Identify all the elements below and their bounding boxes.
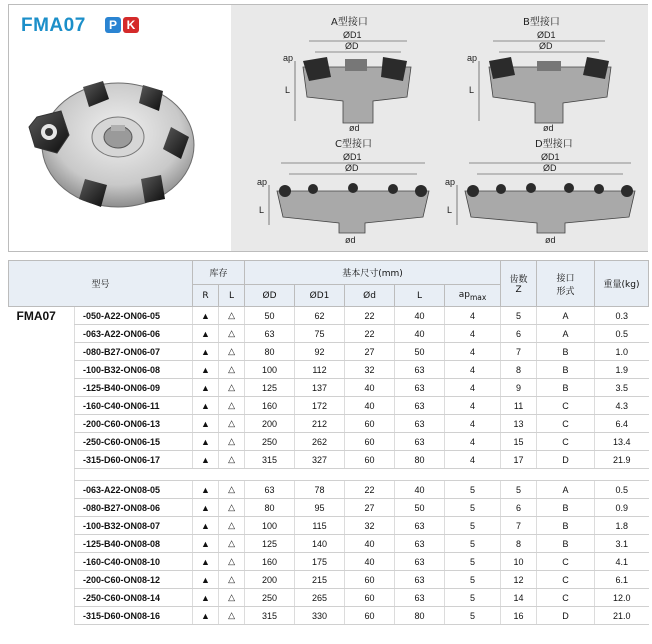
cell-z: 11 <box>501 397 537 415</box>
cell-type: C <box>537 589 595 607</box>
cell-D: 160 <box>245 397 295 415</box>
cell-ap: 4 <box>445 379 501 397</box>
drawing-type-a <box>273 11 433 131</box>
col-header-stock: 库存 <box>193 261 245 285</box>
cell-l: △ <box>219 571 245 589</box>
cell-D: 315 <box>245 451 295 469</box>
cell-D: 125 <box>245 535 295 553</box>
drawing-d-small-d-label: ød <box>545 235 556 245</box>
cell-D: 80 <box>245 499 295 517</box>
series-label: FMA07 <box>16 309 56 323</box>
cell-d: 22 <box>345 481 395 499</box>
interface-drawings-panel <box>231 5 648 251</box>
cell-ap: 4 <box>445 397 501 415</box>
drawing-a-d-label: ØD <box>345 41 359 51</box>
cell-r: ▲ <box>193 535 219 553</box>
cell-z: 17 <box>501 451 537 469</box>
cell-D: 250 <box>245 433 295 451</box>
cell-D1: 115 <box>295 517 345 535</box>
cell-L: 63 <box>395 361 445 379</box>
cell-d: 60 <box>345 571 395 589</box>
drawing-type-b <box>463 11 623 131</box>
col-header-d-outer: ØD <box>245 285 295 307</box>
cell-L: 80 <box>395 451 445 469</box>
cell-type: B <box>537 343 595 361</box>
cell-ap: 4 <box>445 343 501 361</box>
cell-d: 60 <box>345 433 395 451</box>
cell-type: B <box>537 535 595 553</box>
cell-type: B <box>537 499 595 517</box>
cell-D: 80 <box>245 343 295 361</box>
cell-r: ▲ <box>193 379 219 397</box>
cell-D: 100 <box>245 361 295 379</box>
model-code: -200-C60-ON06-13 <box>75 415 193 433</box>
cell-weight: 6.4 <box>595 415 649 433</box>
table-row <box>9 379 649 397</box>
cell-l: △ <box>219 607 245 625</box>
drawing-c-title: C型接口 <box>335 139 372 150</box>
cell-weight: 1.9 <box>595 361 649 379</box>
cell-l: △ <box>219 433 245 451</box>
col-header-ap-max <box>445 285 501 307</box>
cell-weight: 12.0 <box>595 589 649 607</box>
cell-l: △ <box>219 553 245 571</box>
drawing-type-d <box>443 133 643 247</box>
drawing-type-c <box>253 133 443 247</box>
col-header-stock-r: R <box>193 285 219 307</box>
cell-r: ▲ <box>193 361 219 379</box>
cell-d: 60 <box>345 415 395 433</box>
cell-D: 63 <box>245 481 295 499</box>
cell-D: 250 <box>245 589 295 607</box>
cell-l: △ <box>219 325 245 343</box>
cell-weight: 3.5 <box>595 379 649 397</box>
table-row <box>9 325 649 343</box>
drawing-b-title: B型接口 <box>523 17 560 28</box>
cell-type: C <box>537 415 595 433</box>
model-code: -160-C40-ON06-11 <box>75 397 193 415</box>
cell-ap: 5 <box>445 481 501 499</box>
cell-l: △ <box>219 517 245 535</box>
cell-D1: 137 <box>295 379 345 397</box>
cell-r: ▲ <box>193 307 219 325</box>
cell-d: 40 <box>345 379 395 397</box>
cell-type: C <box>537 571 595 589</box>
cell-D: 160 <box>245 553 295 571</box>
col-header-teeth-line2: Z <box>515 285 522 295</box>
col-header-teeth <box>501 261 537 307</box>
cell-r: ▲ <box>193 325 219 343</box>
cell-ap: 5 <box>445 571 501 589</box>
cell-ap: 5 <box>445 499 501 517</box>
cell-type: D <box>537 451 595 469</box>
cell-weight: 0.5 <box>595 481 649 499</box>
table-row <box>9 451 649 469</box>
drawing-d-title: D型接口 <box>535 139 573 150</box>
cell-d: 32 <box>345 517 395 535</box>
grade-badge-k: K <box>123 17 139 33</box>
table-row <box>9 397 649 415</box>
cell-z: 6 <box>501 499 537 517</box>
cell-d: 40 <box>345 397 395 415</box>
cell-weight: 13.4 <box>595 433 649 451</box>
cell-type: C <box>537 397 595 415</box>
cell-z: 5 <box>501 307 537 325</box>
product-name: FMA07 <box>21 15 86 36</box>
cell-D1: 327 <box>295 451 345 469</box>
cell-L: 63 <box>395 379 445 397</box>
cell-type: C <box>537 433 595 451</box>
model-code: -100-B32-ON06-08 <box>75 361 193 379</box>
cell-L: 63 <box>395 571 445 589</box>
col-header-ap-sub: max <box>469 292 487 302</box>
table-row <box>9 343 649 361</box>
model-code: -315-D60-ON06-17 <box>75 451 193 469</box>
drawing-b-small-d-label: ød <box>543 123 554 131</box>
table-row <box>9 571 649 589</box>
col-header-teeth-line1: 齿数 <box>509 275 528 285</box>
cell-D1: 330 <box>295 607 345 625</box>
model-code: -200-C60-ON08-12 <box>75 571 193 589</box>
cell-D: 100 <box>245 517 295 535</box>
cell-ap: 4 <box>445 415 501 433</box>
grade-badge-p: P <box>105 17 121 33</box>
cell-z: 15 <box>501 433 537 451</box>
cell-D1: 140 <box>295 535 345 553</box>
cell-weight: 3.1 <box>595 535 649 553</box>
cell-L: 50 <box>395 499 445 517</box>
cell-d: 60 <box>345 607 395 625</box>
cell-L: 63 <box>395 535 445 553</box>
cell-l: △ <box>219 397 245 415</box>
drawing-c-d1-label: ØD1 <box>343 152 362 162</box>
drawing-c-d-label: ØD <box>345 163 359 173</box>
cell-D1: 75 <box>295 325 345 343</box>
cell-D1: 62 <box>295 307 345 325</box>
drawing-c-small-d-label: ød <box>345 235 356 245</box>
spec-table <box>8 260 649 625</box>
table-row <box>9 307 649 325</box>
cell-z: 14 <box>501 589 537 607</box>
col-header-d1: ØD1 <box>295 285 345 307</box>
cell-weight: 0.5 <box>595 325 649 343</box>
table-row <box>9 607 649 625</box>
drawing-b-d1-label: ØD1 <box>537 30 556 40</box>
cell-D1: 92 <box>295 343 345 361</box>
table-row <box>9 433 649 451</box>
cell-ap: 4 <box>445 307 501 325</box>
cell-d: 27 <box>345 343 395 361</box>
cell-d: 60 <box>345 589 395 607</box>
cell-z: 8 <box>501 361 537 379</box>
col-header-ap: ap <box>458 289 470 300</box>
model-code: -250-C60-ON08-14 <box>75 589 193 607</box>
cell-z: 10 <box>501 553 537 571</box>
cell-L: 63 <box>395 397 445 415</box>
model-code: -250-C60-ON06-15 <box>75 433 193 451</box>
cell-type: B <box>537 379 595 397</box>
cell-L: 40 <box>395 481 445 499</box>
cell-d: 22 <box>345 325 395 343</box>
col-header-interface-line2: 形式 <box>556 286 575 297</box>
product-header-panel <box>8 4 648 252</box>
cell-weight: 1.0 <box>595 343 649 361</box>
table-row <box>9 361 649 379</box>
drawing-a-d1-label: ØD1 <box>343 30 362 40</box>
cell-r: ▲ <box>193 481 219 499</box>
cell-r: ▲ <box>193 571 219 589</box>
col-header-interface-line1: 接口 <box>556 273 575 284</box>
model-code: -080-B27-ON08-06 <box>75 499 193 517</box>
cell-D1: 212 <box>295 415 345 433</box>
model-code: -080-B27-ON06-07 <box>75 343 193 361</box>
cell-l: △ <box>219 379 245 397</box>
table-row <box>9 535 649 553</box>
cell-weight: 0.9 <box>595 499 649 517</box>
cutter-product-image <box>23 67 203 227</box>
table-row <box>9 481 649 499</box>
model-code: -063-A22-ON08-05 <box>75 481 193 499</box>
cell-d: 22 <box>345 307 395 325</box>
col-header-model: 型号 <box>9 261 193 307</box>
cell-l: △ <box>219 481 245 499</box>
drawing-a-l-label: L <box>285 85 291 95</box>
drawing-d-d-label: ØD <box>543 163 557 173</box>
col-header-interface <box>537 261 595 307</box>
table-row <box>9 499 649 517</box>
cell-z: 12 <box>501 571 537 589</box>
cell-z: 9 <box>501 379 537 397</box>
cell-r: ▲ <box>193 499 219 517</box>
drawing-d-l-label: L <box>447 205 453 215</box>
cell-z: 5 <box>501 481 537 499</box>
model-code: -125-B40-ON08-08 <box>75 535 193 553</box>
cell-D1: 95 <box>295 499 345 517</box>
cell-r: ▲ <box>193 589 219 607</box>
col-header-d-bore: Ød <box>345 285 395 307</box>
cell-weight: 4.1 <box>595 553 649 571</box>
cell-L: 50 <box>395 343 445 361</box>
model-code: -063-A22-ON06-06 <box>75 325 193 343</box>
cell-d: 40 <box>345 553 395 571</box>
cell-D1: 265 <box>295 589 345 607</box>
cell-L: 63 <box>395 433 445 451</box>
cell-L: 63 <box>395 553 445 571</box>
table-row <box>9 517 649 535</box>
cell-D: 200 <box>245 571 295 589</box>
cell-L: 63 <box>395 589 445 607</box>
cell-r: ▲ <box>193 451 219 469</box>
drawing-d-d1-label: ØD1 <box>541 152 560 162</box>
drawing-d-ap-label: ap <box>445 177 456 187</box>
table-row <box>9 553 649 571</box>
cell-ap: 5 <box>445 589 501 607</box>
group-separator <box>9 469 649 481</box>
cell-ap: 4 <box>445 433 501 451</box>
drawing-c-ap-label: ap <box>257 177 268 187</box>
cell-L: 40 <box>395 307 445 325</box>
cell-z: 7 <box>501 343 537 361</box>
col-header-stock-l: L <box>219 285 245 307</box>
drawing-a-title: A型接口 <box>331 17 368 28</box>
cell-l: △ <box>219 535 245 553</box>
drawing-b-d-label: ØD <box>539 41 553 51</box>
spec-table-body <box>9 307 649 625</box>
cell-l: △ <box>219 361 245 379</box>
cell-D1: 172 <box>295 397 345 415</box>
cell-l: △ <box>219 499 245 517</box>
cell-D1: 78 <box>295 481 345 499</box>
cell-r: ▲ <box>193 343 219 361</box>
cell-D1: 175 <box>295 553 345 571</box>
cell-L: 63 <box>395 517 445 535</box>
col-header-basic-dims: 基本尺寸(mm) <box>245 261 501 285</box>
cell-D: 125 <box>245 379 295 397</box>
cell-D: 50 <box>245 307 295 325</box>
cell-ap: 4 <box>445 451 501 469</box>
cell-weight: 6.1 <box>595 571 649 589</box>
cell-r: ▲ <box>193 517 219 535</box>
model-code: -160-C40-ON08-10 <box>75 553 193 571</box>
cell-L: 40 <box>395 325 445 343</box>
cell-z: 6 <box>501 325 537 343</box>
cell-weight: 1.8 <box>595 517 649 535</box>
col-header-length: L <box>395 285 445 307</box>
cell-D: 63 <box>245 325 295 343</box>
cell-l: △ <box>219 451 245 469</box>
cell-l: △ <box>219 343 245 361</box>
cell-type: B <box>537 517 595 535</box>
cell-l: △ <box>219 589 245 607</box>
cell-type: A <box>537 481 595 499</box>
cell-ap: 5 <box>445 535 501 553</box>
drawing-a-ap-label: ap <box>283 53 294 63</box>
cell-z: 8 <box>501 535 537 553</box>
cell-z: 7 <box>501 517 537 535</box>
cell-type: A <box>537 325 595 343</box>
cell-r: ▲ <box>193 397 219 415</box>
model-code: -315-D60-ON08-16 <box>75 607 193 625</box>
table-row <box>9 589 649 607</box>
cell-D1: 262 <box>295 433 345 451</box>
cell-weight: 4.3 <box>595 397 649 415</box>
drawing-b-l-label: L <box>469 85 475 95</box>
cell-d: 27 <box>345 499 395 517</box>
cell-type: C <box>537 553 595 571</box>
cell-ap: 5 <box>445 553 501 571</box>
table-row <box>9 415 649 433</box>
drawing-c-l-label: L <box>259 205 265 215</box>
cell-z: 16 <box>501 607 537 625</box>
cell-r: ▲ <box>193 553 219 571</box>
cell-L: 80 <box>395 607 445 625</box>
model-code: -100-B32-ON08-07 <box>75 517 193 535</box>
cell-type: A <box>537 307 595 325</box>
cell-D: 200 <box>245 415 295 433</box>
cell-l: △ <box>219 415 245 433</box>
cell-r: ▲ <box>193 415 219 433</box>
drawing-b-ap-label: ap <box>467 53 478 63</box>
cell-d: 40 <box>345 535 395 553</box>
cell-L: 63 <box>395 415 445 433</box>
drawing-a-small-d-label: ød <box>349 123 360 131</box>
cell-d: 60 <box>345 451 395 469</box>
cell-type: B <box>537 361 595 379</box>
cell-weight: 0.3 <box>595 307 649 325</box>
cell-weight: 21.0 <box>595 607 649 625</box>
model-code: -050-A22-ON06-05 <box>75 307 193 325</box>
cell-r: ▲ <box>193 607 219 625</box>
cell-D1: 215 <box>295 571 345 589</box>
cell-D: 315 <box>245 607 295 625</box>
cell-l: △ <box>219 307 245 325</box>
cell-weight: 21.9 <box>595 451 649 469</box>
cell-D1: 112 <box>295 361 345 379</box>
cell-type: D <box>537 607 595 625</box>
cell-z: 13 <box>501 415 537 433</box>
cell-d: 32 <box>345 361 395 379</box>
cell-ap: 5 <box>445 607 501 625</box>
cell-ap: 5 <box>445 517 501 535</box>
cell-ap: 4 <box>445 325 501 343</box>
col-header-weight: 重量(kg) <box>595 261 649 307</box>
cell-r: ▲ <box>193 433 219 451</box>
cell-ap: 4 <box>445 361 501 379</box>
model-code: -125-B40-ON06-09 <box>75 379 193 397</box>
